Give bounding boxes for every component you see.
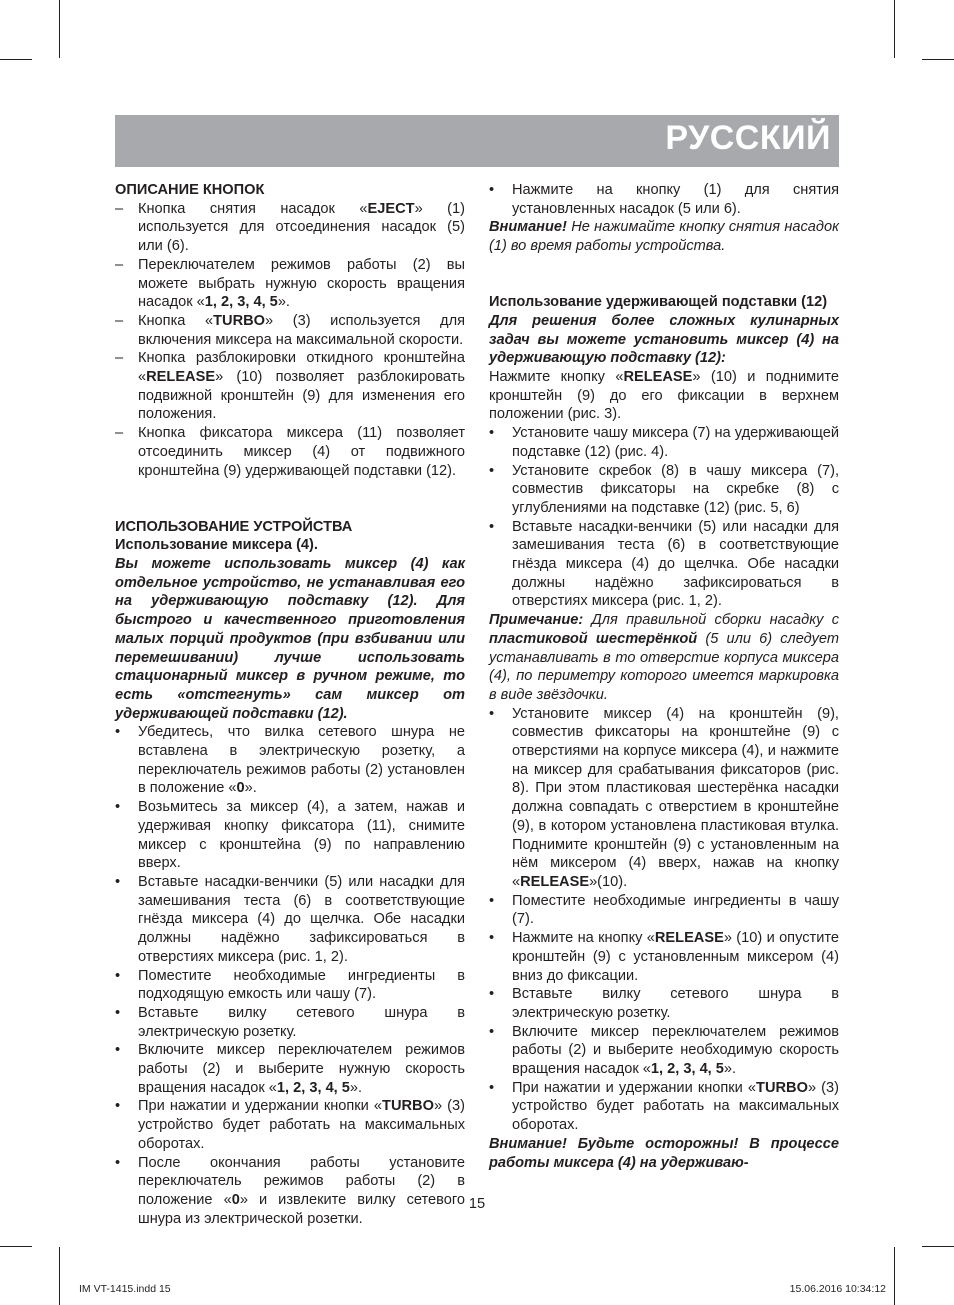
key-label: TURBO <box>213 312 266 329</box>
list-marker: • <box>489 182 495 198</box>
crop-mark <box>0 59 32 60</box>
list-marker: • <box>115 724 121 741</box>
list-item: • Установите миксер (4) на кронштейн (9), совместив фиксаторы на кронштейне (9) с отверстиями на корпусе миксера (4), и нажмите на миксер для срабатывания фиксаторов (рис. 8). При этом пластиковая шестерёнка насадки должна совпадать с отверстием в кронштейне (9), в котором установлена пластиковая втулка. Поднимите кронштейн (9) с установленным на нём миксером (4) вверх, нажав на кнопку «RELEASE»(10). <box>489 705 839 890</box>
list-marker: • <box>115 1098 121 1115</box>
key-label: EJECT <box>367 200 415 217</box>
list-item: • Вставьте насадки-венчики (5) или насадки для замешивания теста (6) в соответствующие гнёзда миксера (4) до щелчка. Обе насадки должны надёжно зафиксироваться в отверстиях миксера (рис. 1, 2). <box>115 873 465 965</box>
list-item: • Установите чашу миксера (7) на удерживающей подставке (12) (рис. 4). <box>489 425 839 460</box>
mixer-subtitle: Использование миксера (4). <box>115 537 318 554</box>
list-marker: – <box>115 312 124 329</box>
list-item: – Кнопка «TURBO» (3) используется для включения миксера на максимальной скорости. <box>115 312 465 348</box>
list-marker: • <box>489 705 495 722</box>
stand-section-title: Использование удерживающей подставки (12) <box>489 294 828 311</box>
list-marker: • <box>115 1042 121 1059</box>
list-item: – Переключателем режимов работы (2) вы можете выбрать нужную скорость вращения насадок «1, 2, 3, 4, 5». <box>115 256 465 311</box>
stand-steps-list <box>489 424 839 611</box>
key-label: TURBO <box>382 1098 434 1115</box>
list-item: • При нажатии и удержании кнопки «TURBO» (3) устройство будет работать на максимальных оборотах. <box>489 1079 839 1134</box>
list-marker: • <box>489 425 495 442</box>
usage-section-title: ИСПОЛЬЗОВАНИЕ УСТРОЙСТВА <box>115 518 353 535</box>
key-label: RELEASE <box>146 369 216 386</box>
crop-mark <box>59 0 60 58</box>
list-item: – Кнопка фиксатора миксера (11) позволяет отсоединить миксер (4) от подвижного кронштейна (9) удерживающей подставки (12). <box>115 425 465 479</box>
key-label: 1, 2, 3, 4, 5 <box>204 294 278 311</box>
list-marker: • <box>489 1023 495 1040</box>
warning-text: Не нажимайте кнопку снятия насадок (1) во время работы устройства. <box>489 219 839 255</box>
file-info: IM VT-1415.indd 15 <box>79 1283 171 1295</box>
crop-mark <box>0 1246 32 1247</box>
warning-label: Внимание! <box>489 219 567 236</box>
list-marker: • <box>489 462 495 479</box>
list-item: • Нажмите на кнопку (1) для снятия установленных насадок (5 или 6). <box>489 182 839 217</box>
buttons-list <box>115 200 465 481</box>
list-marker: • <box>115 799 121 816</box>
key-label: RELEASE <box>520 873 590 890</box>
list-item: • Поместите необходимые ингредиенты в чашу (7). <box>489 892 839 928</box>
crop-mark <box>922 59 954 60</box>
key-label: RELEASE <box>654 930 724 947</box>
buttons-section-title: ОПИСАНИЕ КНОПОК <box>115 182 265 198</box>
stand-intro: Для решения более сложных кулинарных задач вы можете установить миксер (4) на удерживающую подставку (12): <box>489 312 839 367</box>
list-marker: • <box>489 1079 495 1096</box>
key-label: TURBO <box>756 1079 808 1096</box>
list-item: • Вставьте вилку сетевого шнура в электрическую розетку. <box>489 986 839 1021</box>
list-item: • Вставьте насадки-венчики (5) или насадки для замешивания теста (6) в соответствующие гнёзда миксера (4) до щелчка. Обе насадки должны надёжно зафиксироваться в отверстиях миксера (рис. 1, 2). <box>489 518 839 610</box>
list-item: • При нажатии и удержании кнопки «TURBO» (3) устройство будет работать на максимальных оборотах. <box>115 1098 465 1152</box>
crop-mark <box>59 1247 60 1305</box>
mixer-intro: Вы можете использовать миксер (4) как отдельное устройство, не устанавливая его на удерживающую подставку (12). Для быстрого и качественного приготовления малых порций продуктов (при взбивании или перемешивании) лучше использовать стационарный миксер в ручном режиме, то есть «отстегнуть» сам миксер от удерживающей подставки (12). <box>115 556 465 722</box>
list-item: • Установите скребок (8) в чашу миксера (7), совместив фиксаторы на скребке (8) с углублениями на подставке (12) (рис. 5, 6) <box>489 462 839 516</box>
list-marker: • <box>489 892 495 909</box>
list-marker: • <box>489 518 495 535</box>
list-item: • Включите миксер переключателем режимов работы (2) и выберите необходимую скорость вращения насадок «1, 2, 3, 4, 5». <box>489 1023 839 1078</box>
left-column <box>115 181 465 1228</box>
warning-stand: Внимание! Будьте осторожны! В процессе работы миксера (4) на удерживаю- <box>489 1135 839 1171</box>
usage-steps-list <box>115 723 465 1228</box>
list-marker: – <box>115 350 124 367</box>
key-label: 0 <box>231 1191 240 1208</box>
list-item: • Поместите необходимые ингредиенты в подходящую емкость или чашу (7). <box>115 967 465 1003</box>
list-marker: – <box>115 425 124 442</box>
page-number: 15 <box>468 1196 486 1212</box>
warning-eject <box>489 218 839 255</box>
crop-mark <box>894 1247 895 1305</box>
list-item: • Убедитесь, что вилка сетевого шнура не вставлена в электрическую розетку, а переключатель режимов работы (2) установлен в положение «0». <box>115 724 465 797</box>
language-title: РУССКИЙ <box>665 119 831 157</box>
crop-mark <box>894 0 895 58</box>
print-timestamp: 15.06.2016 10:34:12 <box>789 1283 886 1295</box>
list-marker: • <box>115 967 121 984</box>
list-item: • Вставьте вилку сетевого шнура в электрическую розетку. <box>115 1004 465 1040</box>
language-header-bar <box>115 115 839 167</box>
list-marker: • <box>115 1154 121 1171</box>
key-label: 1, 2, 3, 4, 5 <box>650 1061 724 1078</box>
list-item: • Возьмитесь за миксер (4), а затем, нажав и удерживая кнопку фиксатора (11), снимите миксер с кронштейна (9) по направлению вверх. <box>115 799 465 872</box>
list-marker: – <box>115 256 124 273</box>
list-marker: – <box>115 200 124 217</box>
crop-mark <box>922 1246 954 1247</box>
stand-final-steps-list <box>489 705 839 1135</box>
list-marker: • <box>489 986 495 1003</box>
list-item: – Кнопка разблокировки откидного кронштейна «RELEASE» (10) позволяет разблокировать подвижной кронштейн (9) для изменения его положения. <box>115 350 465 423</box>
key-label: 0 <box>236 780 245 797</box>
release-key: RELEASE <box>623 369 693 385</box>
key-label: 1, 2, 3, 4, 5 <box>276 1079 350 1096</box>
list-item: • Включите миксер переключателем режимов работы (2) и выберите нужную скорость вращения насадок «1, 2, 3, 4, 5». <box>115 1042 465 1096</box>
list-marker: • <box>115 873 121 890</box>
list-item: • После окончания работы установите переключатель режимов работы (2) в положение «0» и извлеките вилку сетевого шнура из электрической розетки. <box>115 1154 465 1227</box>
list-marker: • <box>489 930 495 947</box>
note-paragraph: Примечание: Для правильной сборки насадку с пластиковой шестерёнкой (5 или 6) следует устанавливать в то отверстие корпуса миксера (4), по периметру которого имеется маркировка в виде звёздочки. <box>489 612 839 703</box>
list-item: • Нажмите на кнопку «RELEASE» (10) и опустите кронштейн (9) с установленным миксером (4) вниз до фиксации. <box>489 930 839 984</box>
note-label: Примечание: <box>489 612 584 629</box>
list-marker: • <box>115 1004 121 1021</box>
eject-steps-list <box>489 181 839 218</box>
list-item: – Кнопка снятия насадок «EJECT» (1) используется для отсоединения насадок (5) или (6). <box>115 200 465 255</box>
right-column <box>489 181 839 1172</box>
stand-release-instruction: Нажмите кнопку «RELEASE» (10) и поднимите кронштейн (9) до его фиксации в верхнем положении (рис. 3). <box>489 369 839 423</box>
